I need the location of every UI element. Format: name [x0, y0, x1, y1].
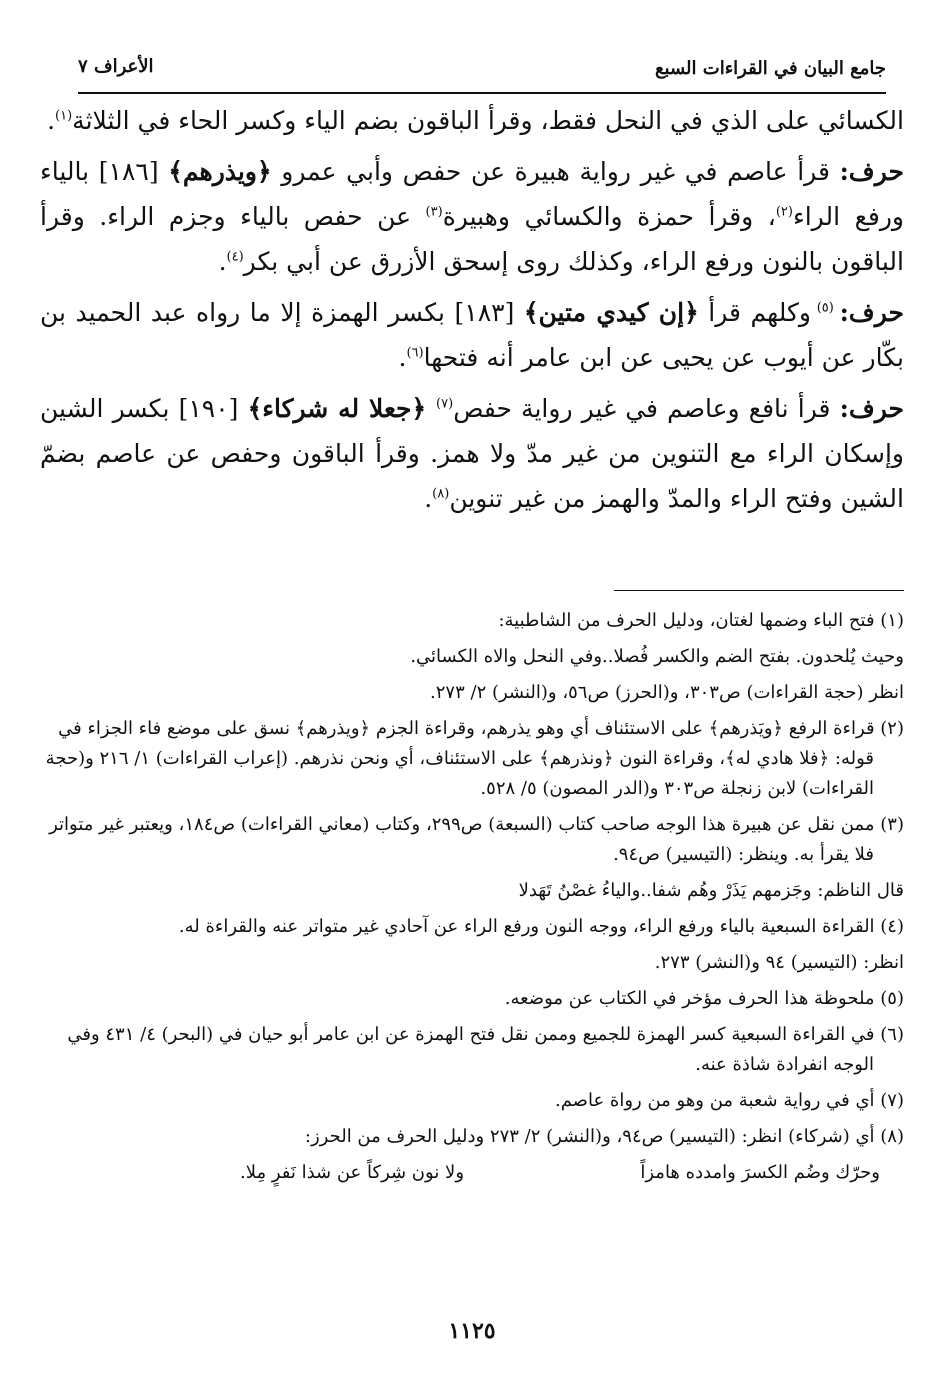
footnotes — [40, 606, 904, 1188]
paragraph-end: . — [218, 247, 227, 276]
paragraph-text: قرأ نافع وعاصم في غير رواية حفص — [453, 394, 840, 423]
paragraph-text: قرأ عاصم في غير رواية هبيرة عن حفص وأبي عمرو — [271, 157, 840, 186]
footnote-ref: (٧) — [436, 396, 454, 412]
paragraph-2 — [40, 149, 904, 284]
footnote-ref: (٨) — [432, 486, 450, 502]
harf-label: حرف: — [839, 157, 904, 186]
footnote-4: (٤) القراءة السبعية بالياء ورفع الراء، ووجه النون ورفع الراء عن آحادي غير متواتر عنه والقراءة له. — [178, 916, 904, 937]
footnote-3: (٣) ممن نقل عن هبيرة هذا الوجه صاحب كتاب (السبعة) ص٢٩٩، وكتاب (معاني القراءات) ص١٨٤، ويعتبر غير متواتر فلا يقرأ به. وينظر: (التيسير) ص٩٤. — [49, 814, 904, 865]
footnote-8-verse — [40, 1158, 904, 1188]
paragraph-text: [١٨٦] بالياء ورفع الراء — [40, 157, 904, 231]
footnote-ref: (٢) — [775, 204, 793, 220]
footnote-1-sources: انظر (حجة القراءات) ص٣٠٣، و(الحرز) ص٥٦، و(النشر) ٢/ ٢٧٣. — [430, 682, 904, 703]
paragraph-text: [١٨٣] بكسر الهمزة إلا ما رواه عبد الحميد بن بكّار عن أيوب عن يحيى عن ابن عامر أنه فتحها — [40, 298, 904, 372]
paragraph-end: . — [398, 343, 407, 372]
footnote-4-sources: انظر: (التيسير) ٩٤ و(النشر) ٢٧٣. — [654, 952, 904, 973]
paragraph-4 — [40, 386, 904, 521]
quran-word: ﴿ويذرهم﴾ — [168, 157, 272, 186]
page-number: ١١٢٥ — [448, 1318, 496, 1344]
footnote-ref: (٤) — [226, 249, 244, 265]
paragraph-end: . — [424, 484, 433, 513]
main-text — [40, 98, 904, 527]
paragraph-text: وكلهم قرأ — [698, 298, 811, 327]
paragraph-text: [١٩٠] بكسر الشين وإسكان الراء مع التنوين من غير مدّ ولا همز. وقرأ الباقون وحفص عن عاصم بضمّ الشين وفتح الراء والمدّ والهمز من غير تنوين — [40, 394, 904, 513]
footnote-ref: (٥) — [810, 300, 840, 316]
footnote-ref: (٦) — [406, 345, 424, 361]
verse-first-hemistich: وحرّك وضُم الكسرَ وامدده هامزاً — [640, 1162, 880, 1183]
footnote-1: (١) فتح الباء وضمها لغتان، ودليل الحرف من الشاطبية: — [498, 610, 904, 631]
paragraph-end: . — [47, 106, 56, 135]
footnote-2: (٢) قراءة الرفع ﴿ويَذرهم﴾ على الاستئناف أي وهو يذرهم، وقراءة الجزم ﴿ويذرهم﴾ نسق على موضع فاء الجزاء في قوله: ﴿فلا هادي له﴾، وقراءة النون ﴿ونذرهم﴾ على الاستئناف، أي ونحن نذرهم. (إعراب القراءات) ١/ ٢١٦ و(حجة القراءات) لابن زنجلة ص٣٠٣ و(الدر المصون) ٥/ ٥٢٨. — [45, 718, 904, 799]
footnote-1-verse: وحيث يُلحدون. بفتح الضم والكسر فُصلا..وفي النحل والاه الكسائي. — [410, 646, 904, 667]
paragraph-3 — [40, 290, 904, 380]
surah-label: الأعراف ٧ — [78, 56, 154, 77]
harf-label: حرف: — [839, 298, 904, 327]
book-title: جامع البيان في القراءات السبع — [654, 58, 886, 79]
footnote-8: (٨) أي (شركاء) انظر: (التيسير) ص٩٤، و(النشر) ٢/ ٢٧٣ ودليل الحرف من الحرز: — [304, 1126, 904, 1147]
running-header — [78, 52, 886, 94]
paragraph-text: عن حفص بالياء وجزم الراء. وقرأ الباقون بالنون ورفع الراء، وكذلك روى إسحق الأزرق عن أبي بكر — [40, 202, 904, 276]
footnote-ref: (٣) — [425, 204, 443, 220]
quran-word: ﴿جعلا له شركاء﴾ — [247, 394, 437, 423]
footnote-divider — [614, 590, 904, 591]
paragraph-text: ، وقرأ حمزة والكسائي وهبيرة — [442, 202, 776, 231]
verse-second-hemistich: ولا نون شِركاً عن شذا نَفرٍ مِلا. — [240, 1162, 465, 1183]
harf-label: حرف: — [839, 394, 904, 423]
footnote-7: (٧) أي في رواية شعبة من وهو من رواة عاصم. — [554, 1090, 904, 1111]
paragraph-text: الكسائي على الذي في النحل فقط، وقرأ الباقون بضم الياء وكسر الحاء في الثلاثة — [72, 106, 904, 135]
paragraph-1 — [40, 98, 904, 143]
footnote-ref: (١) — [55, 108, 73, 124]
footnote-5: (٥) ملحوظة هذا الحرف مؤخر في الكتاب عن موضعه. — [504, 988, 904, 1009]
footnote-6: (٦) في القراءة السبعية كسر الهمزة للجميع وممن نقل فتح الهمزة عن ابن عامر أبو حيان في (البحر) ٤/ ٤٣١ وفي الوجه انفرادة شاذة عنه. — [67, 1024, 904, 1075]
quran-word: ﴿إن كيدي متين﴾ — [523, 298, 699, 327]
footnote-3-verse: قال الناظم: وجَزمهم يَذَرْ وهُم شفا..والياءُ غصْنُ تَهَدلا — [518, 880, 904, 901]
